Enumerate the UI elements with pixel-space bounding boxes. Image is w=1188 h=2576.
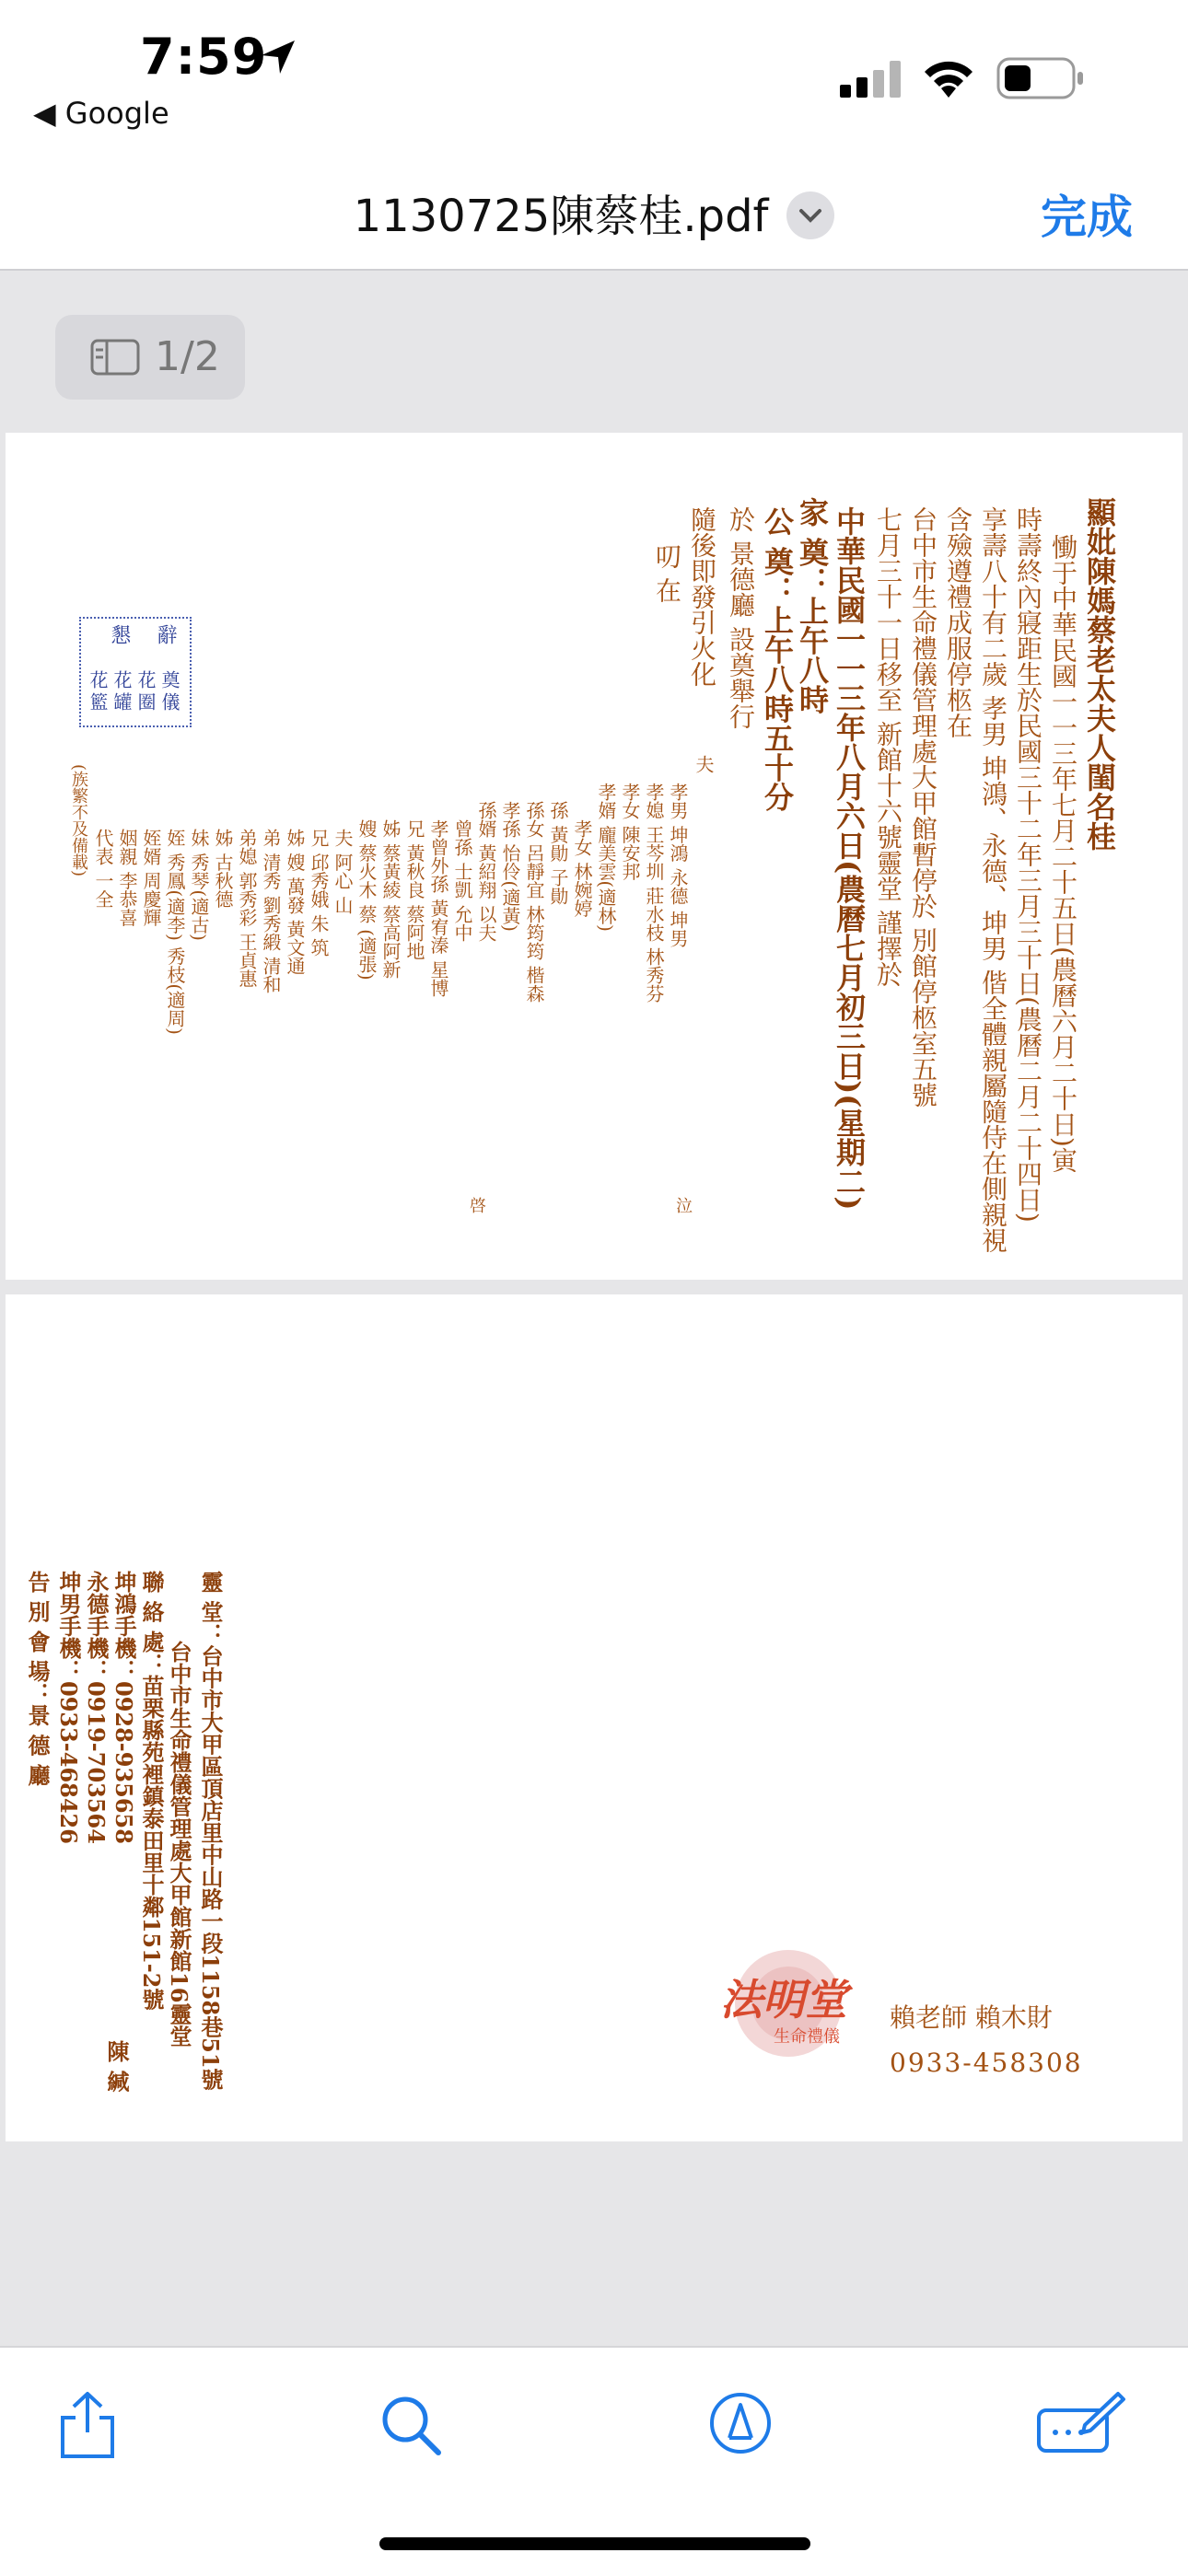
back-app-label: Google [64, 96, 169, 131]
obituary-line: 時壽終內寢距生於民國三十二年三月三十日(農曆二月二十四日) [1013, 506, 1043, 1223]
pdf-page-1[interactable] [6, 433, 1182, 1280]
page-indicator-button[interactable] [55, 315, 245, 400]
signoff-text: 泣 [673, 1197, 693, 1213]
edit-icon[interactable] [1035, 2388, 1127, 2458]
relative-column: 姪婿 周慶輝 [140, 829, 162, 927]
sidebar-icon [90, 339, 140, 376]
relative-column: 孝曾外孫 黃宥溱 星博 [427, 819, 449, 997]
relative-column: 孝男 坤鴻 永德 坤男 [667, 783, 689, 948]
stamp-text: 懇 [108, 624, 131, 644]
location-arrow-icon [258, 37, 298, 77]
relative-column: 孝婿 龐美雲(適林) [595, 783, 617, 932]
relative-column: 姊 蔡黃綾 蔡高阿新 [379, 819, 402, 979]
stamp-text: 花 [134, 670, 157, 689]
obituary-public-rite-time: 公 奠：上午八時五十分 [760, 506, 795, 812]
status-time: 7:59 [140, 28, 268, 86]
obituary-family-rite-time: 家 奠：上午八時 [795, 497, 830, 714]
decline-gifts-stamp [79, 617, 192, 727]
relative-column: 孫 黃勛 子勛 [547, 801, 569, 905]
battery-icon [996, 57, 1085, 99]
wifi-icon [921, 57, 976, 99]
stamp-text: 花 [87, 670, 109, 689]
obituary-line: 慟于中華民國一一三年七月二十五日(農曆六月二十日)寅 [1048, 534, 1078, 1173]
relative-column: 孝女 林婉婷 [571, 819, 593, 918]
funeral-service-logo [715, 1939, 853, 2077]
markup-icon[interactable] [707, 2390, 774, 2456]
relative-column: 夫 [693, 755, 715, 773]
relative-column: 孫女 呂靜宜 林筠筠 楷森 [523, 801, 545, 1004]
phone-line: 坤鴻手機：0928-935658 [111, 1571, 137, 1844]
stamp-text: 花 [111, 670, 133, 689]
stamp-text: 儀 [158, 692, 181, 711]
relative-column: 姊 嫂 萬發 黃文通 [284, 829, 306, 976]
stamp-text: 籃 [87, 692, 109, 711]
relative-column: 孝女 陳安邦 [619, 783, 641, 881]
stamp-text: 奠 [158, 670, 181, 689]
share-icon[interactable] [55, 2388, 120, 2462]
obituary-deceased-name: 顯妣陳媽蔡老太夫人閨名桂 [1082, 497, 1117, 851]
farewell-venue-line: 告 別 會 場：景 德 廳 [24, 1571, 51, 1786]
done-button[interactable]: 完成 [1041, 191, 1133, 244]
relative-column: 孝孫 怡伶(適黃) [499, 801, 521, 932]
search-icon[interactable] [378, 2392, 444, 2458]
obituary-line: 台中市生命禮儀管理處大甲館暫停於 別館停柩室五號 [908, 506, 938, 1108]
contact-address-line: 聯 絡 處：苗栗縣苑裡鎮泰田里十鄰151-2號 [138, 1571, 165, 2011]
stamp-text: 罐 [111, 692, 133, 711]
relative-column: 弟 清秀 劉秀緞 清和 [260, 829, 282, 994]
home-indicator[interactable] [379, 2537, 810, 2550]
back-to-app-link[interactable]: ◀ Google [33, 96, 169, 131]
relative-column: 弟媳 郭秀彩 王貞惠 [236, 829, 258, 988]
relative-column: 姊 古秋德 [212, 829, 234, 909]
relative-column: 夫 阿心 山 [332, 829, 354, 914]
relative-column: 兄 黃秋良 蔡阿地 [403, 819, 425, 960]
status-bar [0, 0, 1188, 166]
signoff-text: 啓 [467, 1197, 486, 1213]
obituary-line: 享壽八十有二歲 孝男 坤鴻、永德、坤男 偕全體親屬隨侍在側親視 [978, 506, 1008, 1253]
pdf-page-2[interactable] [6, 1294, 1182, 2141]
relative-column: 兄 邱秀娥 朱 筑 [308, 829, 330, 957]
phone-line: 坤男手機：0933-468426 [55, 1571, 82, 1844]
relative-column: (族繁不及備載) [69, 764, 88, 877]
logo-text: 法明堂 [720, 1975, 847, 2025]
obituary-line: 七月三十一日移至 新館十六號靈堂 謹擇於 [873, 506, 903, 987]
relative-column: 姪 秀鳳(適李) 秀枝(適周) [164, 829, 186, 1035]
funeral-director-name: 賴老師 賴木財 [890, 2002, 1053, 2033]
document-title[interactable] [0, 180, 1188, 244]
hall-address-line: 靈 堂：台中市大甲區頂店里中山路一段1158巷51號 [197, 1571, 224, 2091]
obituary-line: 隨後即發引火化 [687, 506, 717, 687]
phone-line: 永德手機：0919-703564 [83, 1571, 110, 1844]
relative-column: 孝媳 王芩圳 莊水枝 林秀芬 [643, 783, 665, 1004]
funeral-director-phone: 0933-458308 [890, 2048, 1083, 2078]
hall-address-line: 台中市生命禮儀管理處大甲館新館16靈堂 [166, 1641, 192, 2048]
stamp-text: 圈 [134, 692, 157, 711]
obituary-funeral-date: 中華民國一一三年八月六日(農曆七月初三日)(星期二) [832, 506, 867, 1211]
cellular-signal-icon [840, 61, 904, 98]
title-chevron-icon[interactable] [786, 191, 834, 239]
obituary-line: 含殮遵禮成服停柩在 [943, 506, 973, 738]
stamp-text: 辭 [154, 624, 177, 644]
logo-subtext: 生命禮儀 [774, 2027, 840, 2047]
obituary-venue-line: 於 景德廳 設奠舉行 [726, 506, 756, 729]
relative-column: 姻親 李恭喜 [116, 829, 138, 927]
document-title-text: 1130725陳蔡桂.pdf [353, 191, 769, 242]
relative-column: 曾孫 士凱 允中 [451, 819, 473, 942]
obituary-line: 叨 在 [652, 543, 682, 603]
relative-column: 嫂 蔡火木 蔡 (適張) [355, 819, 378, 981]
relative-column: 妹 秀琴(適古) [188, 829, 210, 941]
page-indicator-text: 1/2 [155, 333, 220, 380]
relative-column: 代表 一全 [92, 829, 114, 909]
relative-column: 孫婿 黃紹翔 以夫 [475, 801, 497, 942]
signature-line: 陳 緘 [103, 2040, 130, 2093]
